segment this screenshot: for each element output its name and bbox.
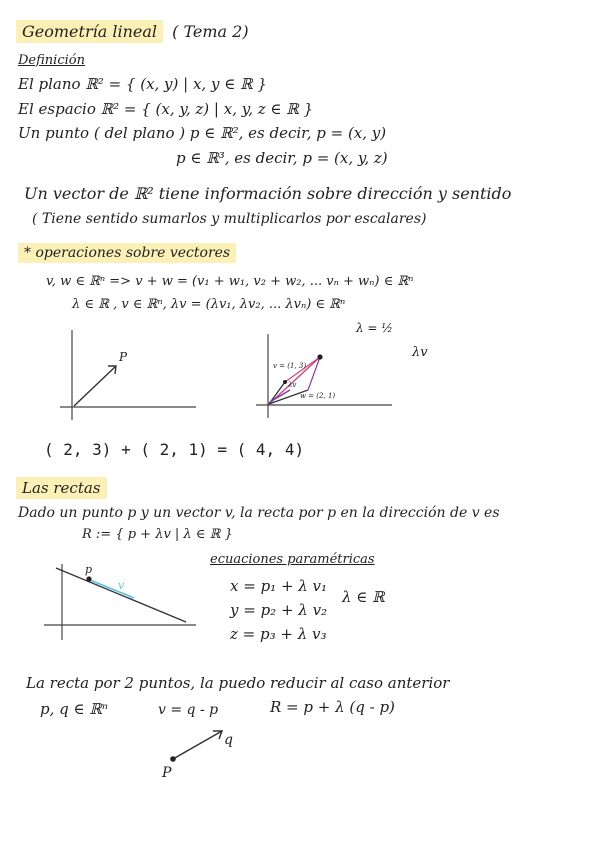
- point-plane-definition: Un punto ( del plano ) p ∈ ℝ², es decir, p = (x, y): [18, 124, 387, 142]
- vector-sum-formula: v, w ∈ ℝⁿ => v + w = (v₁ + w₁, v₂ + w₂, ... vₙ + wₙ) ∈ ℝⁿ: [46, 274, 414, 289]
- p-label: P: [162, 765, 172, 781]
- v-definition: v = q - p: [158, 702, 219, 718]
- vector-line-1: Un vector de ℝ² tiene información sobre dirección y sentido: [24, 184, 512, 203]
- scalar-product-formula: λ ∈ ℝ , v ∈ ℝⁿ, λv = (λv₁, λv₂, ... λvₙ) ∈ ℝⁿ: [72, 297, 346, 312]
- topic-label: ( Tema 2): [172, 22, 249, 41]
- line-intro: Dado un punto p y un vector v, la recta por p en la dirección de v es: [18, 505, 500, 521]
- line-fig-p-label: p: [85, 563, 93, 576]
- vector-line-2: ( Tiene sentido sumarlos y multiplicarlos por escalares): [32, 211, 427, 227]
- lambda-v-label: λv: [412, 345, 428, 360]
- q-label: q: [224, 732, 233, 748]
- line-set-definition: R := { p + λv | λ ∈ ℝ }: [82, 527, 233, 542]
- fig1-point-label: P: [119, 350, 128, 364]
- param-eq-z: z = p₃ + λ v₃: [230, 625, 327, 643]
- space-definition: El espacio ℝ² = { (x, y, z) | x, y, z ∈ ℝ }: [18, 100, 314, 118]
- sum-example: ( 2, 3) + ( 2, 1) = ( 4, 4): [44, 440, 305, 459]
- lines-highlight: Las rectas: [16, 477, 107, 499]
- operations-highlight: * operaciones sobre vectores: [18, 243, 236, 263]
- r-definition: R = p + λ (q - p): [270, 698, 395, 716]
- two-points-text: La recta por 2 puntos, la puedo reducir al caso anterior: [26, 674, 450, 692]
- lambda-in-r: λ ∈ ℝ: [342, 588, 385, 606]
- pq-in-rn: p, q ∈ ℝⁿ: [40, 700, 108, 718]
- title-highlight: Geometría lineal: [16, 20, 163, 43]
- fig2-v-label: v = (1, 3): [273, 362, 307, 370]
- definition-heading: Definición: [18, 53, 85, 68]
- param-eq-y: y = p₂ + λ v₂: [230, 601, 328, 619]
- line-fig-v-label: v: [118, 579, 125, 592]
- point-space-definition: p ∈ ℝ³, es decir, p = (x, y, z): [176, 149, 388, 167]
- plane-definition: El plano ℝ² = { (x, y) | x, y ∈ ℝ }: [18, 75, 267, 93]
- fig2-w-label: w = (2, 1): [300, 392, 336, 400]
- param-eq-x: x = p₁ + λ v₁: [230, 577, 328, 595]
- fig2-lv-label: λv: [288, 381, 297, 389]
- parametric-heading: ecuaciones paramétricas: [210, 552, 375, 567]
- lambda-note: λ = ½: [356, 321, 393, 335]
